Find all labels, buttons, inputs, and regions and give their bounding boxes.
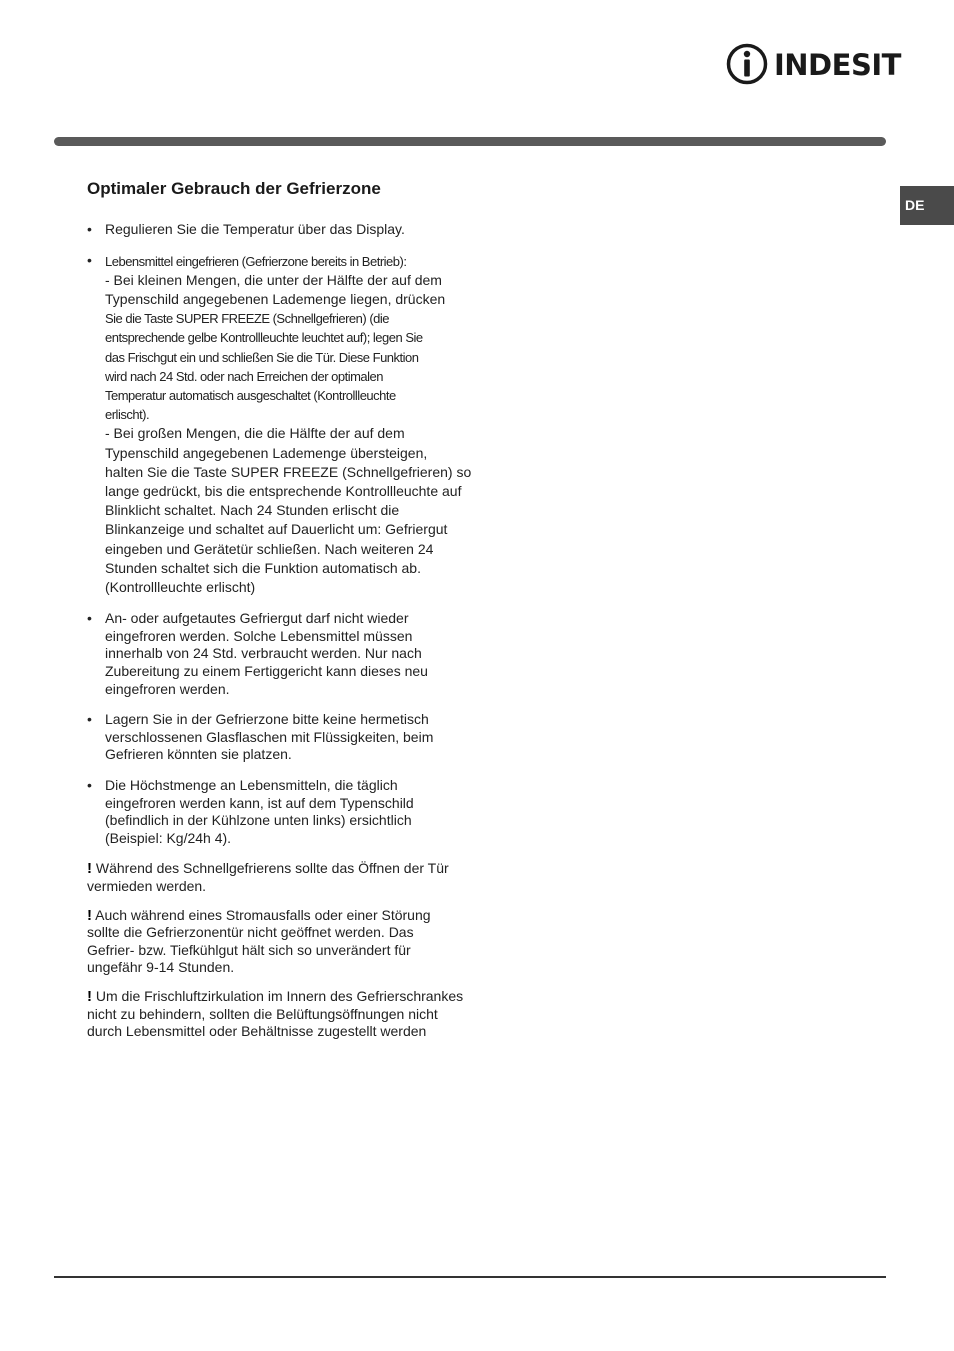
brand-name: INDESIT xyxy=(774,48,901,82)
text-line: entsprechende gelbe Kontrollleuchte leuchtet auf); legen Sie xyxy=(105,330,423,346)
text-line: Zubereitung zu einem Fertiggericht kann dieses neu xyxy=(105,663,428,680)
text-line: Blinkanzeige und schaltet auf Dauerlicht um: Gefriergut xyxy=(105,521,448,538)
text-line: Sie die Taste SUPER FREEZE (Schnellgefrieren) (die xyxy=(105,311,389,327)
text-line: • Lagern Sie in der Gefrierzone bitte keine hermetisch xyxy=(105,711,429,728)
text-line: Blinklicht schaltet. Nach 24 Stunden erlischt die xyxy=(105,502,400,519)
text-line: erlischt). xyxy=(105,407,150,423)
text-line: Gefrier- bzw. Tiefkühlgut hält sich so unverändert für xyxy=(87,941,411,958)
exclamation-mark: ! xyxy=(87,906,92,924)
text-line: Stunden schaltet sich die Funktion automatisch ab. xyxy=(105,559,421,576)
text-line: eingefroren werden. xyxy=(105,680,230,697)
warning-note xyxy=(87,907,487,977)
text-line: Typenschild angegebenen Lademenge übersteigen, xyxy=(105,444,428,461)
text-line: durch Lebensmittel oder Behältnisse zugestellt werden xyxy=(87,1023,427,1040)
text-line: (Beispiel: Kg/24h 4). xyxy=(105,829,232,846)
warning-note xyxy=(87,988,487,1041)
main-content xyxy=(87,178,487,1052)
text-line: Um die Frischluftzirkulation im Innern des Gefrierschrankes xyxy=(95,987,464,1004)
bullet-item xyxy=(87,777,487,847)
bullet-item xyxy=(87,610,487,698)
text-line: • Regulieren Sie die Temperatur über das Display. xyxy=(105,221,405,237)
text-line: (Kontrollleuchte erlischt) xyxy=(105,579,256,596)
brand-logo xyxy=(726,42,901,88)
warning-note xyxy=(87,860,487,895)
text-line: Während des Schnellgefrierens sollte das Öffnen der Tür xyxy=(95,860,449,877)
bullet-item xyxy=(87,252,487,598)
text-line: eingefroren werden kann, ist auf dem Typenschild xyxy=(105,794,414,811)
text-line: (befindlich in der Kühlzone unten links) ersichtlich xyxy=(105,812,412,829)
bullet-item xyxy=(87,711,487,764)
text-line: • Lebensmittel eingefrieren (Gefrierzone bereits in Betrieb): xyxy=(105,253,407,269)
bullet-list xyxy=(87,221,487,847)
text-line: eingeben und Gerätetür schließen. Nach weiteren 24 xyxy=(105,540,434,557)
text-line: das Frischgut ein und schließen Sie die Tür. Diese Funktion xyxy=(105,349,419,365)
text-line: Gefrieren könnten sie platzen. xyxy=(105,746,292,763)
text-line: innerhalb von 24 Std. verbraucht werden. Nur nach xyxy=(105,645,422,662)
indesit-i-logo-icon xyxy=(726,42,768,86)
footer-divider xyxy=(54,1276,886,1278)
text-line: halten Sie die Taste SUPER FREEZE (Schnellgefrieren) so xyxy=(105,463,472,480)
text-line: sollte die Gefrierzonentür nicht geöffnet werden. Das xyxy=(87,924,414,941)
text-line: vermieden werden. xyxy=(87,877,207,894)
text-line: - Bei großen Mengen, die die Hälfte der auf dem xyxy=(105,425,405,442)
language-tab: DE xyxy=(900,186,954,225)
text-line: verschlossenen Glasflaschen mit Flüssigkeiten, beim xyxy=(105,728,434,745)
bullet-item xyxy=(87,221,487,239)
header-divider xyxy=(54,137,886,146)
text-line: nicht zu behindern, sollten die Belüftungsöffnungen nicht xyxy=(87,1005,438,1022)
section-title: Optimaler Gebrauch der Gefrierzone xyxy=(87,179,381,198)
text-line: ungefähr 9-14 Stunden. xyxy=(87,959,235,976)
text-line: • Die Höchstmenge an Lebensmitteln, die täglich xyxy=(105,777,398,793)
exclamation-mark: ! xyxy=(87,860,92,878)
text-line: Auch während eines Stromausfalls oder einer Störung xyxy=(95,906,431,923)
text-line: eingefroren werden. Solche Lebensmittel müssen xyxy=(105,627,413,644)
text-line: Typenschild angegebenen Lademenge liegen, drücken xyxy=(105,291,446,307)
text-line: Temperatur automatisch ausgeschaltet (Kontrollleuchte xyxy=(105,388,396,404)
text-line: wird nach 24 Std. oder nach Erreichen der optimalen xyxy=(105,368,384,384)
text-line: - Bei kleinen Mengen, die unter der Hälfte der auf dem xyxy=(105,271,442,288)
exclamation-mark: ! xyxy=(87,987,92,1005)
text-line: lange gedrückt, bis die entsprechende Kontrollleuchte auf xyxy=(105,483,462,500)
text-line: • An- oder aufgetautes Gefriergut darf nicht wieder xyxy=(105,610,409,627)
